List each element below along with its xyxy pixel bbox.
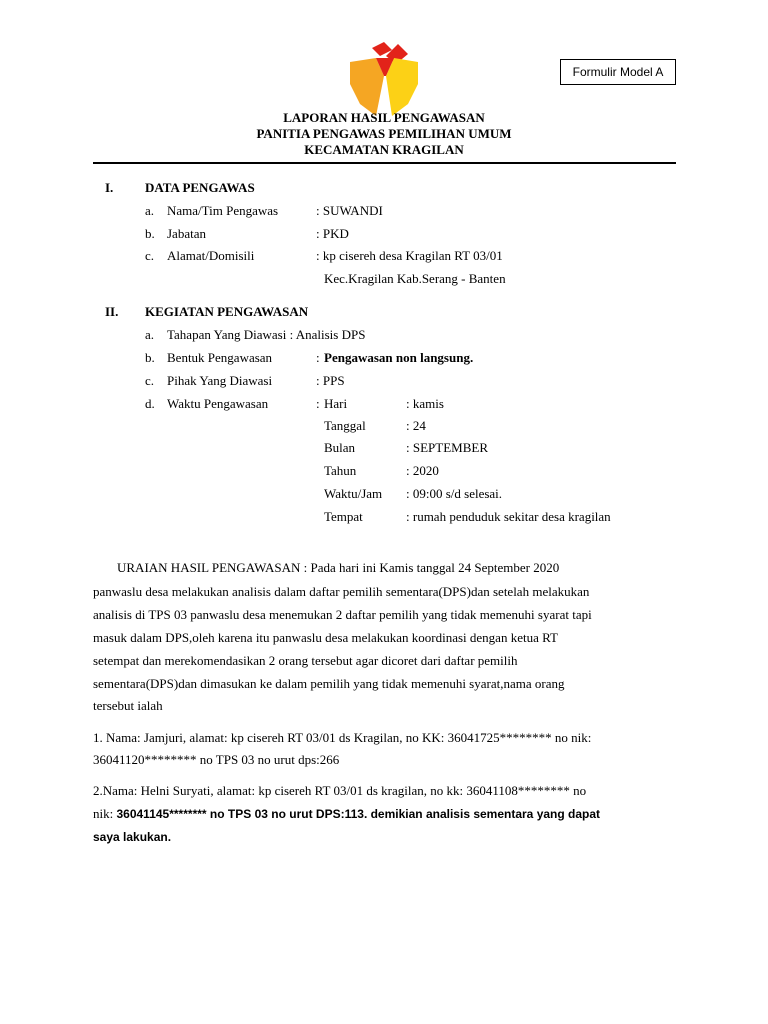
field-text: Tahapan Yang Diawasi : Analisis DPS [167,327,366,342]
paragraph-line: analisis di TPS 03 panwaslu desa menemukan 2 daftar pemilih yang tidak memenuhi syarat tapi [93,607,592,622]
time-value: : SEPTEMBER [406,440,488,455]
time-value: : kamis [406,396,444,411]
time-value: : 2020 [406,463,439,478]
time-label: Tahun [324,463,357,478]
item-letter: c. [145,248,155,263]
item-letter: a. [145,327,155,342]
list-item: 2.Nama: Helni Suryati, alamat: kp cisereh RT 03/01 ds kragilan, no kk: 36041108******** no [93,783,587,798]
field-label: Pihak Yang Diawasi [167,373,273,388]
time-value: : rumah penduduk sekitar desa kragilan [406,509,611,524]
report-title: LAPORAN HASIL PENGAWASAN [283,110,485,125]
election-supervisor-logo-icon [346,40,422,120]
field-value: : PPS [316,373,345,388]
paragraph-line: tersebut ialah [93,698,163,713]
list-text-bold: 36041145******** no TPS 03 no urut DPS:113. demikian analisis sementara yang dapat [116,807,601,821]
time-label: Waktu/Jam [324,486,383,501]
section-number: I. [105,180,114,195]
address-continuation: Kec.Kragilan Kab.Serang - Banten [324,271,506,286]
field-label: Jabatan [167,226,206,241]
paragraph-line: setempat dan merekomendasikan 2 orang tersebut agar dicoret dari daftar pemilih [93,653,518,668]
list-item: saya lakukan. [93,830,172,844]
field-value: : kp cisereh desa Kragilan RT 03/01 [316,248,503,263]
paragraph-line: URAIAN HASIL PENGAWASAN : Pada hari ini Kamis tanggal 24 September 2020 [117,560,560,575]
item-letter: c. [145,373,155,388]
report-district: KECAMATAN KRAGILAN [304,142,464,157]
field-label: Bentuk Pengawasan [167,350,273,365]
field-colon: : [316,396,320,411]
section-title: DATA PENGAWAS [145,180,255,195]
field-value: : SUWANDI [316,203,383,218]
paragraph-line: sementara(DPS)dan dimasukan ke dalam pemilih yang tidak memenuhi syarat,nama orang [93,676,565,691]
item-letter: a. [145,203,155,218]
field-label: Waktu Pengawasan [167,396,269,411]
list-text: nik: [93,806,117,821]
list-item: 36041120******** no TPS 03 no urut dps:266 [93,752,340,767]
section-number: II. [105,304,119,319]
section-title: KEGIATAN PENGAWASAN [145,304,309,319]
field-value: Pengawasan non langsung. [324,350,474,365]
field-colon: : [316,350,320,365]
time-label: Hari [324,396,348,411]
time-value: : 24 [406,418,426,433]
field-value: : PKD [316,226,349,241]
header-divider [93,162,676,164]
item-letter: b. [145,350,155,365]
paragraph-line: panwaslu desa melakukan analisis dalam daftar pemilih sementara(DPS)dan setelah melakukan [93,584,590,599]
paragraph-line: masuk dalam DPS,oleh karena itu panwaslu desa melakukan koordinasi dengan ketua RT [93,630,558,645]
time-label: Tempat [324,509,363,524]
item-letter: b. [145,226,155,241]
time-label: Bulan [324,440,356,455]
item-letter: d. [145,396,155,411]
report-subtitle: PANITIA PENGAWAS PEMILIHAN UMUM [256,126,512,141]
field-label: Alamat/Domisili [167,248,255,263]
list-item [93,806,600,822]
form-model-label: Formulir Model A [560,59,676,85]
time-value: : 09:00 s/d selesai. [406,486,503,501]
field-label: Nama/Tim Pengawas [167,203,279,218]
list-item: 1. Nama: Jamjuri, alamat: kp cisereh RT 03/01 ds Kragilan, no KK: 36041725******** no nik: [93,730,592,745]
time-label: Tanggal [324,418,366,433]
